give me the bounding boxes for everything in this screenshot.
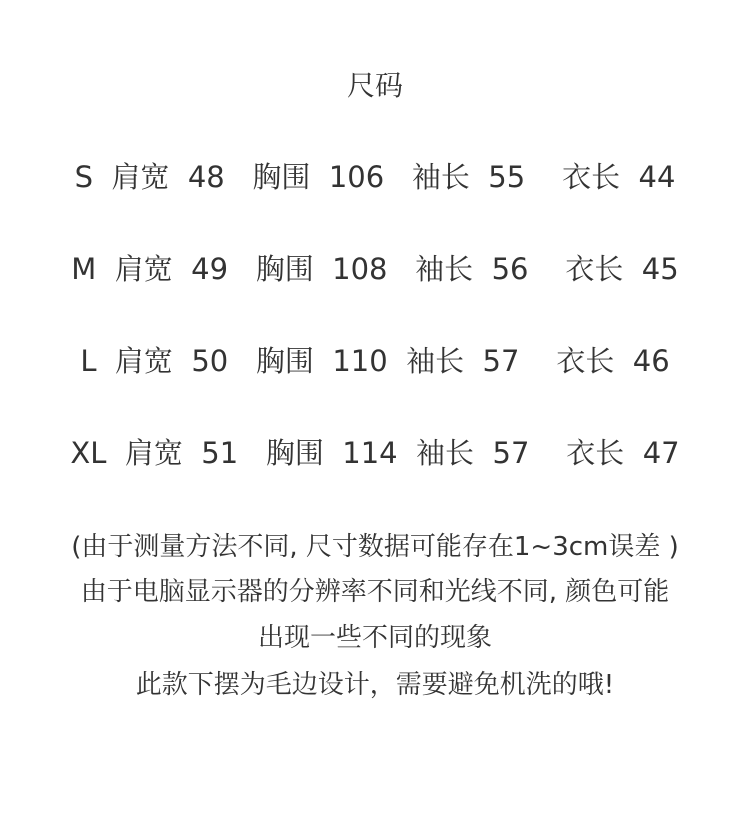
size-row-xl: XL 肩宽 51 胸围 114 袖长 57 衣长 47 xyxy=(70,436,680,470)
size-row-l: L 肩宽 50 胸围 110 袖长 57 衣长 46 xyxy=(80,344,670,378)
color-note-line-1: 由于电脑显示器的分辨率不同和光线不同, 颜色可能 xyxy=(80,577,670,607)
wash-note: 此款下摆为毛边设计，需要避免机洗的哦! xyxy=(135,670,615,700)
size-title: 尺码 xyxy=(346,69,403,102)
size-row-m: M 肩宽 49 胸围 108 袖长 56 衣长 45 xyxy=(71,252,679,286)
size-row-s: S 肩宽 48 胸围 106 袖长 55 衣长 44 xyxy=(74,160,676,194)
color-note-line-2: 出现一些不同的现象 xyxy=(257,623,492,653)
measurement-note: (由于测量方法不同, 尺寸数据可能存在1~3cm误差 ) xyxy=(71,532,679,562)
